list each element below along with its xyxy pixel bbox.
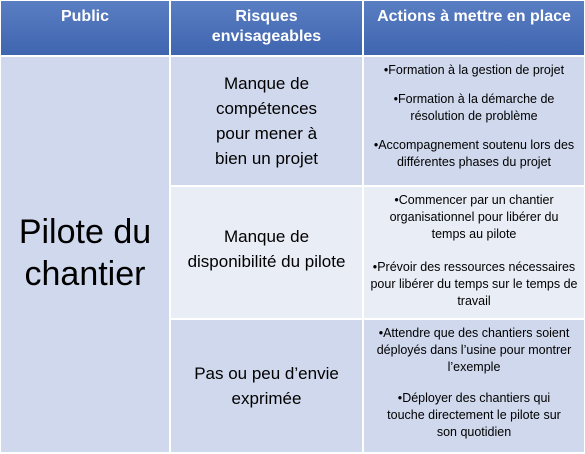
public-label-line2: chantier — [24, 254, 146, 293]
action-item: • Attendre que des chantiers soient déployés dans l’usine pour montrer l’exemple — [370, 325, 578, 376]
actions-cell — [364, 187, 585, 320]
header-public: Public — [1, 1, 171, 57]
risk-text: Manque de compétences pour mener à bien un projet — [214, 74, 319, 168]
header-risks: Risques envisageables — [171, 1, 364, 57]
public-cell — [1, 57, 171, 454]
risk-cell — [171, 57, 364, 187]
risk-text: Manque de disponibilité du pilote — [187, 226, 346, 271]
header-actions: Actions à mettre en place — [364, 1, 585, 57]
action-item: • Formation à la gestion de projet — [370, 62, 578, 79]
public-label-line1: Pilote du — [18, 212, 152, 251]
risk-text: Pas ou peu d’envie exprimée — [194, 364, 339, 408]
action-item: • Accompagnement soutenu lors des différentes phases du projet — [370, 137, 578, 171]
actions-cell — [364, 320, 585, 454]
actions-cell — [364, 57, 585, 187]
action-item: • Prévoir des ressources nécessaires pour libérer du temps sur le temps de travail — [370, 259, 578, 310]
action-item: • Formation à la démarche de résolution de problème — [370, 91, 578, 125]
risk-cell — [171, 187, 364, 320]
risk-cell — [171, 320, 364, 454]
action-item: • Commencer par un chantier organisationnel pour libérer du temps au pilote — [370, 192, 578, 243]
action-item: • Déployer des chantiers qui touche directement le pilote sur son quotidien — [370, 390, 578, 441]
